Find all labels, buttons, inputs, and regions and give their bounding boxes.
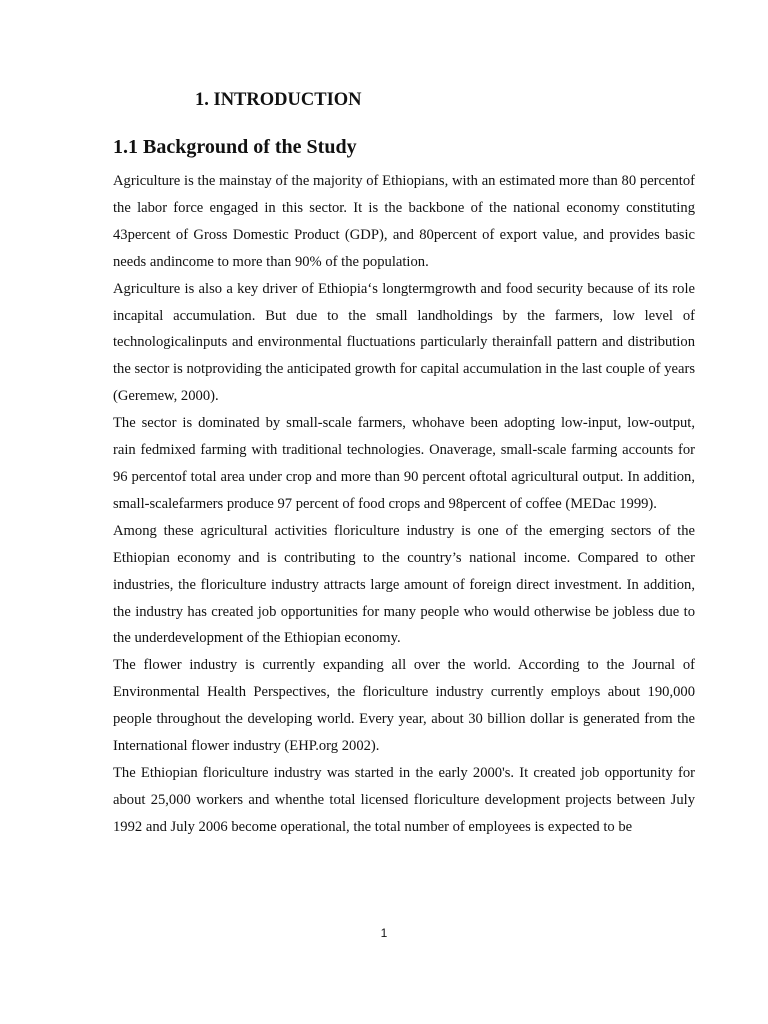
paragraph-ethiopian-floriculture: The Ethiopian floriculture industry was started in the early 2000's. It created job opportunity for about 25,000 workers and whenthe total licensed floriculture development projects between July 1992 and July 2006 become operational, the total number of employees is expected to be xyxy=(113,764,695,835)
paragraph-floriculture-emerging: Among these agricultural activities floriculture industry is one of the emerging sectors of the Ethiopian economy and is contributing to the country’s national income. Compared to other industries, the floriculture industry attracts large amount of foreign direct investment. In addition, the industry has created job opportunities for many people who would otherwise be jobless due to the underdevelopment of the Ethiopian economy. xyxy=(113,522,695,647)
paragraph-small-scale-farmers: The sector is dominated by small-scale farmers, whohave been adopting low-input, low-output, rain fedmixed farming with traditional technologies. Onaverage, small-scale farming accounts for 96 percentof total area under crop and more than 90 percent oftotal agricultural output. In addition, small-scalefarmers produce 97 percent of food crops and 98percent of coffee (MEDac 1999). xyxy=(113,415,695,512)
section-heading: 1.1 Background of the Study xyxy=(113,136,357,158)
page-number: 1 xyxy=(380,926,388,940)
paragraph-agriculture-mainstay: Agriculture is the mainstay of the majority of Ethiopians, with an estimated more than 80 percentof the labor force engaged in this sector. It is the backbone of the national economy constituting 43percent of Gross Domestic Product (GDP), and 80percent of export value, and provides basic needs andincome to more than 90% of the population. xyxy=(113,173,695,270)
body-text xyxy=(113,168,695,841)
chapter-title: 1. INTRODUCTION xyxy=(195,90,362,110)
paragraph-flower-industry-world: The flower industry is currently expanding all over the world. According to the Journal of Environmental Health Perspectives, the floriculture industry currently employs about 190,000 people throughout the developing world. Every year, about 30 billion dollar is generated from the International flower industry (EHP.org 2002). xyxy=(113,657,695,755)
paragraph-key-driver: Agriculture is also a key driver of Ethiopia‘s longtermgrowth and food security because of its role incapital accumulation. But due to the small landholdings by the farmers, low level of technologicalinputs and environmental fluctuations particularly therainfall pattern and distribution the sector is notproviding the anticipated growth for capital accumulation in the last couple of years (Geremew, 2000). xyxy=(113,280,695,405)
